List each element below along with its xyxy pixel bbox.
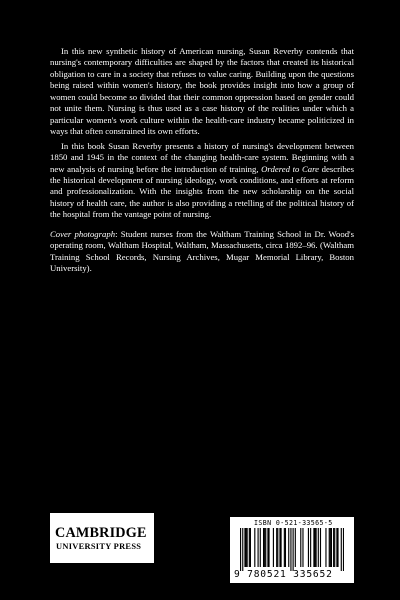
barcode-bar <box>254 528 255 567</box>
barcode-bar <box>268 528 269 567</box>
barcode-bar <box>316 528 317 567</box>
barcode-bar <box>260 528 261 567</box>
barcode-bar <box>329 528 330 567</box>
barcode-bar <box>330 528 331 567</box>
barcode-bar <box>281 528 282 567</box>
barcode-bar <box>295 528 296 567</box>
barcode-bar <box>264 528 265 567</box>
blurb-paragraph-2 <box>50 141 354 221</box>
blurb-paragraph-1: In this new synthetic history of American nursing, Susan Reverby contends that nursing's contemporary difficulties are shaped by the factors that created its historical obligation to care in a society that refuses to value caring. Building upon the questions being raised within women's history, the book provides insight into how a group of women could become so divided that their common oppression based on gender could not unite them. Nursing is thus used as a case history of the realities under which a particular women's work culture within the health-care industry became politicized in ways that often constrained its own efforts. <box>50 46 354 137</box>
barcode-bar <box>265 528 266 567</box>
isbn-barcode <box>230 517 354 583</box>
barcode-bar <box>284 528 285 567</box>
publisher-subname: UNIVERSITY PRESS <box>56 542 142 551</box>
barcode-bar <box>288 528 289 567</box>
barcode-bar <box>310 528 311 567</box>
barcode-bar <box>276 528 277 567</box>
barcode-bar <box>337 528 338 567</box>
publisher-name: CAMBRIDGE <box>55 525 147 541</box>
barcode-bar <box>267 528 268 567</box>
barcode-bar <box>242 528 243 571</box>
barcode-bar <box>240 528 241 571</box>
barcode-bar <box>331 528 332 567</box>
blurb-paragraph-2-start: In this book Susan Reverby presents a history of nursing's development between 1850 and 1945 in the context of the changing health-care system. Beginning with a new analysis of nursing before the introduction of training, <box>50 140 354 174</box>
barcode-bar <box>250 528 251 567</box>
barcode-bar <box>285 528 286 567</box>
barcode-bar <box>308 528 309 567</box>
cover-photo-label: Cover photograph <box>50 228 116 239</box>
barcode-bar <box>290 528 291 571</box>
barcode-bar <box>334 528 335 567</box>
blurb-text <box>50 46 354 275</box>
barcode-bar <box>314 528 315 567</box>
barcode-bar <box>318 528 319 567</box>
barcode-bar <box>320 528 321 567</box>
blurb-paragraph-2-end: describes the historical development of nursing ideology, work conditions, and efforts at reform and professionalization. With the insights from the new scholarship on the social history of health care, the author is also providing a retelling of the political history of the hospital from the vantage point of nursing. <box>50 163 354 220</box>
publisher-logo <box>50 513 155 563</box>
barcode-bar <box>293 528 294 571</box>
isbn-label: ISBN 0-521-33565-5 <box>254 519 333 527</box>
barcode-bar <box>325 528 326 567</box>
barcode-bar <box>302 528 303 567</box>
barcode-bar <box>341 528 342 571</box>
barcode-bar <box>247 528 248 567</box>
barcode-bar <box>244 528 245 567</box>
barcode-bar <box>279 528 280 567</box>
cover-photo-credit <box>50 229 354 275</box>
barcode-bar <box>273 528 274 567</box>
barcode-bar <box>277 528 278 567</box>
barcode-bar <box>343 528 344 571</box>
barcode-bars <box>240 528 344 571</box>
barcode-bar <box>336 528 337 567</box>
barcode-bar <box>333 528 334 567</box>
barcode-bar <box>258 528 259 567</box>
barcode-bar <box>245 528 246 567</box>
barcode-bar <box>263 528 264 567</box>
barcode-bar <box>300 528 301 567</box>
cover-photo-description: : Student nurses from the Waltham Training School in Dr. Wood's operating room, Waltham Hospital, Waltham, Massachusetts, circa 1892–96. (Waltham Training School Records, Nursing Archives, Mugar Memorial Library, Boston University). <box>50 228 354 274</box>
ean-digits: 9 780521 335652 <box>234 569 333 580</box>
book-title-italic: Ordered to Care <box>261 163 320 174</box>
barcode-bar <box>313 528 314 567</box>
barcode-bar <box>249 528 250 567</box>
